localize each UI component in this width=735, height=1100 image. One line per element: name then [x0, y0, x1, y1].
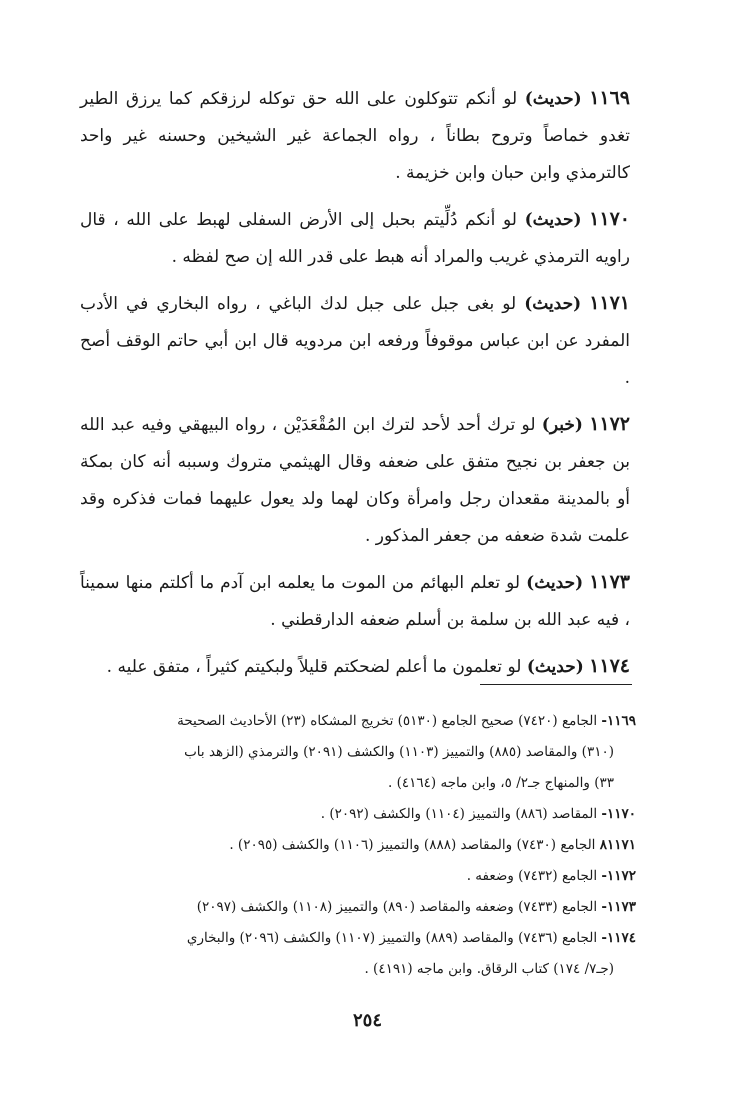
- entry-1171: [80, 285, 630, 397]
- main-text: [80, 80, 630, 695]
- footnote-divider: [480, 684, 632, 685]
- entry-number: ١١٧٤: [589, 655, 630, 677]
- entry-1173: [80, 564, 630, 639]
- footnote-continuation: ٣٣) والمنهاج جـ٢/ ٥، وابن ماجه (٤١٦٤) .: [388, 775, 614, 791]
- entry-1174: [80, 648, 630, 686]
- footnote-1169: [84, 706, 636, 799]
- footnote-1174: [84, 923, 636, 985]
- entry-number: ١١٧٢: [589, 413, 631, 435]
- footnote-text: المقاصد (٨٨٦) والتمييز (١١٠٤) والكشف (٢٠٩٢) .: [320, 806, 598, 822]
- footnote-number: ١١٧٢-: [601, 868, 636, 884]
- entry-text: لو تعلمون ما أعلم لضحكتم قليلاً ولبكيتم كثيراً ، متفق عليه .: [106, 657, 522, 677]
- entry-text: لو أنكم تتوكلون على الله حق توكله لرزقكم كما يرزق الطير تغدو خماصاً وتروح بطاناً ، رواه الجماعة غير الشيخين وحسنه غير واحد كالترمذي وابن حبان وابن خزيمة .: [80, 89, 630, 183]
- footnote-continuation: (٣١٠) والمقاصد (٨٨٥) والتمييز (١١٠٣) والكشف (٢٠٩١) والترمذي (الزهد باب: [184, 744, 614, 760]
- footnote-continuation: (جـ٧/ ١٧٤) كتاب الرقاق. وابن ماجه (٤١٩١) .: [364, 961, 614, 977]
- footnote-text: الجامع (٧٤٣٠) والمقاصد (٨٨٨) والتمييز (١١٠٦) والكشف (٢٠٩٥) .: [229, 837, 596, 853]
- footnote-number: ٨١١٧١: [599, 837, 636, 853]
- footnote-1172: [84, 861, 636, 892]
- footnote-1170: [84, 799, 636, 830]
- footnote-number: ١١٧٠-: [601, 806, 636, 822]
- entry-1169: [80, 80, 630, 192]
- entry-label: (حديث): [526, 657, 584, 677]
- entry-label: (خبر): [541, 415, 583, 435]
- footnotes: [84, 706, 636, 985]
- footnote-number: ١١٦٩-: [601, 713, 636, 729]
- entry-label: (حديث): [526, 573, 584, 593]
- footnote-number: ١١٧٣-: [601, 899, 636, 915]
- entry-text: لو ترك أحد لأحد لترك ابن المُقْعَدَيْن ، رواه البيهقي وفيه عبد الله بن جعفر بن نجيح متفق على ضعفه وقال الهيثمي متروك وسببه أنه كان بمكة أو بالمدينة مقعدان رجل وامرأة وكان لهما ولد يعول عليهما فمات فذكره وقد علمت شدة ضعفه من جعفر المذكور .: [80, 415, 630, 546]
- entry-number: ١١٧٣: [589, 571, 631, 593]
- entry-label: (حديث): [524, 210, 582, 230]
- entry-number: ١١٦٩: [589, 87, 631, 109]
- entry-number: ١١٧١: [589, 292, 631, 314]
- entry-text: لو تعلم البهائم من الموت ما يعلمه ابن آدم ما أكلتم منها سميناً ، فيه عبد الله بن سلمة بن أسلم ضعفه الدارقطني .: [80, 573, 630, 630]
- entry-text: لو بغى جبل على جبل لدك الباغي ، رواه البخاري في الأدب المفرد عن ابن عباس موقوفاً ورفعه ابن مردويه قال ابن أبي حاتم الوقف أصح .: [80, 294, 630, 388]
- entry-1172: [80, 406, 630, 555]
- footnote-number: ١١٧٤-: [601, 930, 636, 946]
- entry-label: (حديث): [524, 89, 582, 109]
- entry-label: (حديث): [524, 294, 582, 314]
- footnote-text: الجامع (٧٤٢٠) صحيح الجامع (٥١٣٠) تخريج المشكاه (٢٣) الأحاديث الصحيحة: [177, 713, 598, 729]
- footnote-1173: [84, 892, 636, 923]
- footnote-text: الجامع (٧٤٣٣) وضعفه والمقاصد (٨٩٠) والتمييز (١١٠٨) والكشف (٢٠٩٧): [196, 899, 598, 915]
- footnote-1171: [84, 830, 636, 861]
- entry-number: ١١٧٠: [589, 208, 630, 230]
- footnote-text: الجامع (٧٤٣٦) والمقاصد (٨٨٩) والتمييز (١١٠٧) والكشف (٢٠٩٦) والبخاري: [186, 930, 598, 946]
- page-number: ٢٥٤: [352, 1010, 382, 1031]
- entry-text: لو أنكم دُلِّيتم بحبل إلى الأرض السفلى لهبط على الله ، قال راويه الترمذي غريب والمراد أنه هبط على قدر الله إن صح لفظه .: [80, 210, 630, 267]
- footnote-text: الجامع (٧٤٣٢) وضعفه .: [466, 868, 598, 884]
- entry-1170: [80, 201, 630, 276]
